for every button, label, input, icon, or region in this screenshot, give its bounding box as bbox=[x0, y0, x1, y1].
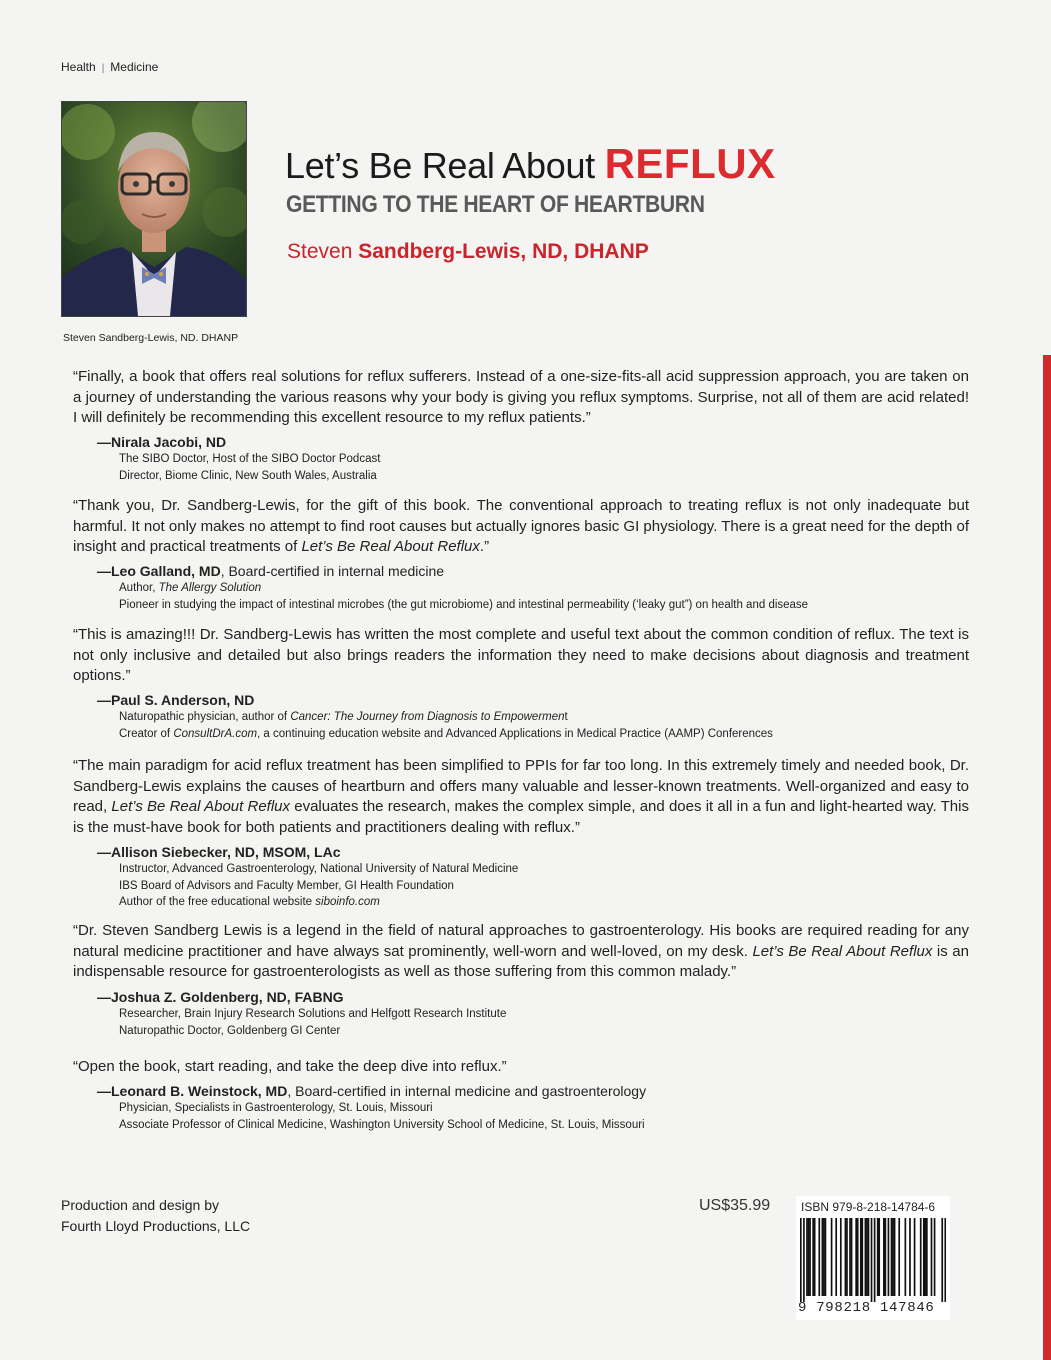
endorsement-attribution-3 bbox=[97, 691, 977, 742]
barcode-bar bbox=[831, 1218, 833, 1296]
endorser-detail bbox=[97, 726, 977, 743]
endorser-detail: IBS Board of Advisors and Faculty Member, GI Health Foundation bbox=[119, 879, 454, 892]
endorser-credit: , Board-certified in internal medicine bbox=[220, 563, 445, 579]
quote-book-title: Let’s Be Real About Reflux bbox=[301, 538, 480, 555]
book-title bbox=[285, 140, 776, 188]
endorser-detail: Associate Professor of Clinical Medicine, Washington University School of Medicine, St. Louis, Missouri bbox=[119, 1118, 645, 1131]
endorser-credit: , Board-certified in internal medicine and gastroenterology bbox=[287, 1083, 647, 1099]
barcode-bar bbox=[868, 1218, 870, 1296]
endorser-name: —Paul S. Anderson, ND bbox=[97, 692, 255, 708]
barcode-bar bbox=[849, 1218, 851, 1296]
barcode-bar bbox=[920, 1218, 922, 1296]
barcode-bar bbox=[806, 1218, 808, 1296]
endorser-detail bbox=[97, 580, 977, 597]
quote-text: “Dr. Steven Sandberg Lewis is a legend in the field of natural approaches to gastroenterology. His books are required reading for any natural medicine practitioner and have always sat prominently, well-worn and well-loved, on my desk. bbox=[73, 922, 969, 960]
barcode-bar bbox=[818, 1218, 820, 1296]
endorsement-attribution-5 bbox=[97, 988, 977, 1039]
endorsement-quote-1: “Finally, a book that offers real solutions for reflux sufferers. Instead of a one-size-fits-all acid suppression approach, you are taken on a journey of understanding the various reasons why your body is giving you reflux symptoms. Surprise, not all of them are acid related! I will definitely be recommending this excellent resource to my reflux patients.” bbox=[73, 368, 969, 426]
detail-text: , a continuing education website and Advanced Applications in Medical Practice (AAMP) Conferences bbox=[257, 727, 773, 740]
endorser-name bbox=[97, 562, 977, 580]
barcode-bar bbox=[855, 1218, 857, 1296]
barcode-bar bbox=[877, 1218, 879, 1296]
endorser-detail: Physician, Specialists in Gastroenterology, St. Louis, Missouri bbox=[119, 1102, 433, 1114]
production-line-2: Fourth Lloyd Productions, LLC bbox=[61, 1218, 251, 1234]
barcode-bar bbox=[812, 1218, 814, 1296]
endorsement-quote-5 bbox=[73, 921, 969, 983]
category-breadcrumb bbox=[61, 60, 158, 74]
barcode-bar bbox=[835, 1218, 837, 1296]
barcode-bar bbox=[944, 1218, 946, 1302]
endorser-name-text: —Leo Galland, MD bbox=[97, 563, 221, 579]
endorser-detail bbox=[97, 894, 977, 911]
barcode-bar bbox=[860, 1218, 862, 1296]
quote-text: “Thank you, Dr. Sandberg-Lewis, for the gift of this book. The conventional approach to treating reflux is not only inadequate but harmful. It not only makes no attempt to find root causes but actually ignores basic GI physiology. There is a great need for the depth of insight and practical treatments of bbox=[73, 497, 969, 555]
barcode-bar bbox=[861, 1218, 863, 1296]
barcode-bar bbox=[822, 1218, 824, 1296]
endorsement-quote-4 bbox=[73, 756, 969, 838]
book-title-accent: REFLUX bbox=[604, 140, 776, 187]
barcode-bars bbox=[800, 1218, 946, 1302]
endorser-name: —Nirala Jacobi, ND bbox=[97, 434, 227, 450]
price-label: US$35.99 bbox=[699, 1197, 771, 1214]
endorser-detail: Director, Biome Clinic, New South Wales, Australia bbox=[119, 469, 377, 482]
detail-text: Creator of bbox=[119, 727, 174, 740]
barcode-bar bbox=[845, 1218, 847, 1296]
production-credit bbox=[61, 1195, 250, 1237]
detail-text: t bbox=[564, 711, 568, 723]
barcode-bar bbox=[800, 1218, 802, 1302]
endorser-detail: Researcher, Brain Injury Research Solutions and Helfgott Research Institute bbox=[119, 1008, 507, 1020]
barcode-bar bbox=[865, 1218, 867, 1296]
barcode-bar bbox=[909, 1218, 911, 1296]
barcode-bar bbox=[894, 1218, 896, 1296]
barcode-bar bbox=[871, 1218, 873, 1302]
endorsement-attribution-1 bbox=[97, 433, 977, 484]
book-subtitle: GETTING TO THE HEART OF HEARTBURN bbox=[286, 191, 705, 218]
barcode-bar bbox=[883, 1218, 885, 1296]
quote-text: is an indispensable resource for gastroenterologists as well as those suffering from this common malady.” bbox=[73, 942, 969, 980]
barcode-bar bbox=[885, 1218, 887, 1296]
book-title-main: Let’s Be Real About bbox=[285, 145, 595, 186]
detail-book-title: Cancer: The Journey from Diagnosis to Empowermen bbox=[290, 711, 565, 723]
barcode-bar bbox=[905, 1218, 907, 1296]
endorser-name: —Joshua Z. Goldenberg, ND, FABNG bbox=[97, 989, 344, 1005]
category-separator: | bbox=[101, 63, 105, 74]
endorser-detail: Naturopathic Doctor, Goldenberg GI Center bbox=[119, 1024, 341, 1037]
barcode-bar bbox=[891, 1218, 893, 1296]
red-edge-stripe bbox=[1043, 355, 1051, 1360]
detail-text: Author of the free educational website bbox=[119, 896, 316, 908]
barcode-bar bbox=[888, 1218, 890, 1296]
production-line-1: Production and design by bbox=[61, 1197, 219, 1213]
barcode-bar bbox=[941, 1218, 943, 1302]
barcode-bar bbox=[923, 1218, 925, 1296]
barcode-bar bbox=[924, 1218, 926, 1296]
quote-book-title: Let’s Be Real About Reflux bbox=[111, 798, 291, 815]
detail-website: siboinfo.com bbox=[315, 896, 380, 908]
endorsement-attribution-4 bbox=[97, 843, 977, 911]
barcode-bar bbox=[823, 1218, 825, 1296]
endorsement-quote-3: “This is amazing!!! Dr. Sandberg-Lewis has written the most complete and useful text about the common condition of reflux. The text is not only inclusive and detailed but also brings readers the information they need to make decisions about diagnosis and treatment options.” bbox=[73, 626, 969, 684]
quote-book-title: Let’s Be Real About Reflux bbox=[752, 942, 933, 960]
barcode-bar bbox=[898, 1218, 900, 1296]
detail-website: ConsultDrA.com bbox=[173, 727, 258, 740]
author-first-name: Steven bbox=[287, 240, 353, 263]
barcode-bar bbox=[926, 1218, 928, 1296]
category-medicine: Medicine bbox=[110, 60, 159, 74]
barcode-bar bbox=[914, 1218, 916, 1296]
endorsement-quote-6: “Open the book, start reading, and take the deep dive into reflux.” bbox=[73, 1058, 507, 1075]
author-photo bbox=[61, 101, 247, 317]
author-rest-name: Sandberg-Lewis, ND, DHANP bbox=[358, 240, 649, 263]
barcode-bar bbox=[931, 1218, 933, 1296]
barcode-bar bbox=[809, 1218, 811, 1296]
endorsement-attribution-2 bbox=[97, 562, 977, 613]
detail-text: Naturopathic physician, author of bbox=[119, 711, 291, 723]
endorsement-attribution-6 bbox=[97, 1082, 977, 1133]
barcode-bar bbox=[878, 1218, 880, 1296]
barcode-bar bbox=[866, 1218, 868, 1296]
barcode-bar bbox=[846, 1218, 848, 1296]
barcode-bar bbox=[874, 1218, 876, 1302]
endorser-detail: Instructor, Advanced Gastroenterology, National University of Natural Medicine bbox=[119, 863, 519, 875]
endorser-name-text: —Leonard B. Weinstock, MD bbox=[97, 1083, 288, 1099]
category-health: Health bbox=[61, 60, 96, 74]
quote-text: .” bbox=[479, 538, 490, 555]
endorser-name bbox=[97, 1082, 977, 1100]
isbn-label: ISBN 979-8-218-14784-6 bbox=[801, 1200, 936, 1214]
barcode-bar bbox=[857, 1218, 859, 1296]
endorser-detail bbox=[97, 709, 977, 726]
isbn-barcode bbox=[796, 1196, 950, 1320]
barcode-bar bbox=[803, 1218, 805, 1302]
barcode-bar bbox=[840, 1218, 842, 1296]
barcode-bar bbox=[892, 1218, 894, 1296]
endorsement-quote-2 bbox=[73, 496, 969, 558]
barcode-bar bbox=[851, 1218, 853, 1296]
detail-text: Author, bbox=[119, 582, 159, 594]
quote-text: evaluates the research, makes the complex simple, and does it all in a fun and light-hearted way. This is the must-have book for both patients and practitioners dealing with reflux.” bbox=[73, 798, 969, 836]
endorser-detail: Pioneer in studying the impact of intestinal microbes (the gut microbiome) and intestinal permeability (‘leaky gut”) on health and disease bbox=[119, 598, 809, 611]
book-author bbox=[287, 240, 649, 264]
barcode-bar bbox=[814, 1218, 816, 1296]
endorser-detail: The SIBO Doctor, Host of the SIBO Doctor Podcast bbox=[119, 453, 381, 465]
isbn-ean-digits: 9 798218 147846 bbox=[798, 1300, 935, 1316]
endorser-name: —Allison Siebecker, ND, MSOM, LAc bbox=[97, 844, 341, 860]
quote-text: “The main paradigm for acid reflux treatment has been simplified to PPIs for far too long. In this extremely timely and needed book, Dr. Sandberg-Lewis explains the causes of heartburn and offers many valuable and lesser-known treatments. Well-organized and easy to read, bbox=[73, 757, 969, 815]
photo-caption: Steven Sandberg-Lewis, ND. DHANP bbox=[63, 332, 239, 344]
barcode-bar bbox=[825, 1218, 827, 1296]
author-portrait-image bbox=[62, 102, 246, 316]
detail-book-title: The Allergy Solution bbox=[158, 582, 262, 594]
barcode-bar bbox=[808, 1218, 810, 1296]
barcode-bar bbox=[934, 1218, 936, 1296]
